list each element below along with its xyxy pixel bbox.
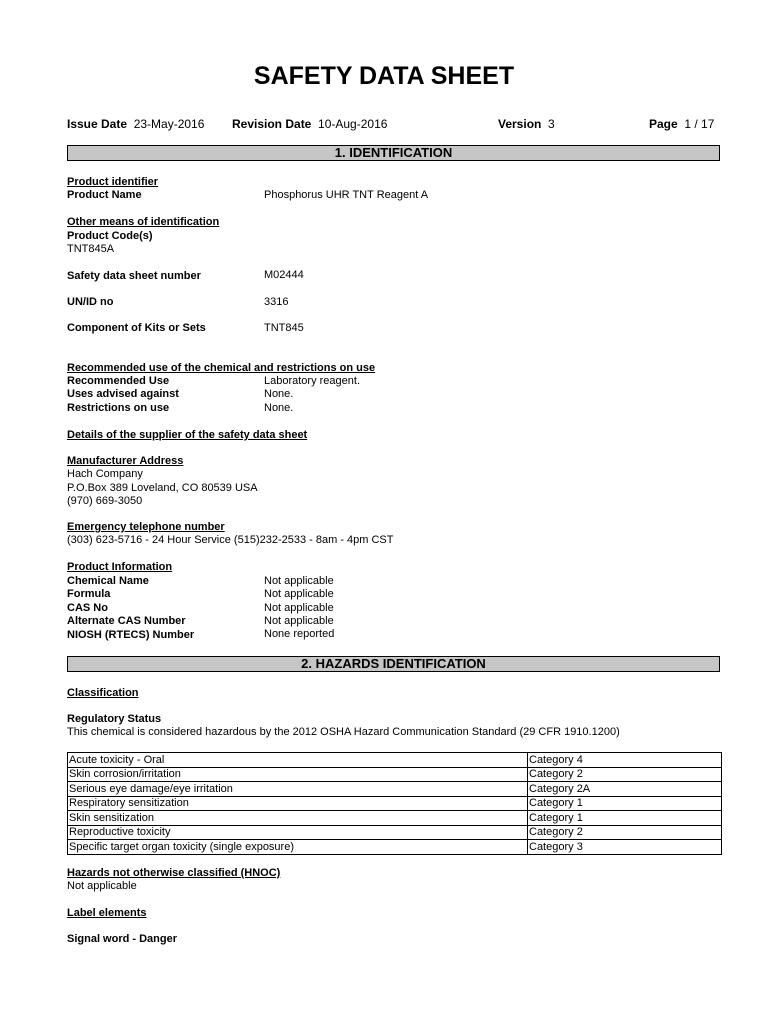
product-info-heading: Product Information — [67, 561, 173, 573]
table-row — [68, 753, 722, 768]
hazard-class-cell: Skin sensitization — [68, 811, 528, 826]
component-label: Component of Kits or Sets — [67, 322, 206, 334]
page-number — [649, 117, 714, 131]
recommended-use-label: Recommended Use — [67, 375, 170, 387]
formula-value: Not applicable — [264, 588, 334, 600]
table-row — [68, 811, 722, 826]
other-means-heading: Other means of identification — [67, 216, 220, 228]
chemical-name-value: Not applicable — [264, 575, 334, 587]
alt-cas-value: Not applicable — [264, 615, 334, 627]
emergency-value: (303) 623-5716 - 24 Hour Service (515)232-2533 - 8am - 4pm CST — [67, 534, 394, 546]
hnoc-heading: Hazards not otherwise classified (HNOC) — [67, 867, 281, 879]
manufacturer-address: P.O.Box 389 Loveland, CO 80539 USA — [67, 482, 258, 494]
hazard-class-cell: Respiratory sensitization — [68, 796, 528, 811]
classification-heading: Classification — [67, 687, 139, 699]
hazard-class-cell: Serious eye damage/eye irritation — [68, 782, 528, 797]
emergency-heading: Emergency telephone number — [67, 521, 225, 533]
restrictions-label: Restrictions on use — [67, 402, 170, 414]
table-row — [68, 767, 722, 782]
supplier-heading: Details of the supplier of the safety data sheet — [67, 429, 308, 441]
uses-advised-label: Uses advised against — [67, 388, 179, 400]
product-identifier-heading: Product identifier — [67, 176, 159, 188]
product-codes-value: TNT845A — [67, 243, 115, 255]
hazard-category-cell: Category 2 — [528, 825, 722, 840]
page-value: 1 / 17 — [684, 117, 715, 131]
issue-date-label: Issue Date — [67, 117, 128, 131]
manufacturer-name: Hach Company — [67, 468, 143, 480]
hazard-class-cell: Reproductive toxicity — [68, 825, 528, 840]
hazard-class-cell: Skin corrosion/irritation — [68, 767, 528, 782]
uses-advised-value: None. — [264, 388, 294, 400]
manufacturer-heading: Manufacturer Address — [67, 455, 184, 467]
table-row — [68, 825, 722, 840]
section-identification-header: 1. IDENTIFICATION — [67, 145, 720, 161]
signal-word: Signal word - Danger — [67, 933, 178, 945]
page-label: Page — [649, 117, 678, 131]
table-row — [68, 840, 722, 855]
version-value: 3 — [548, 117, 555, 131]
revision-date-label: Revision Date — [232, 117, 312, 131]
issue-date-value: 23-May-2016 — [133, 117, 205, 131]
table-row — [68, 796, 722, 811]
cas-value: Not applicable — [264, 602, 334, 614]
hazard-category-cell: Category 2A — [528, 782, 722, 797]
niosh-label: NIOSH (RTECS) Number — [67, 629, 195, 641]
formula-label: Formula — [67, 588, 111, 600]
revision-date-value: 10-Aug-2016 — [318, 117, 388, 131]
hazard-class-cell: Specific target organ toxicity (single exposure) — [68, 840, 528, 855]
hazard-category-cell: Category 3 — [528, 840, 722, 855]
regulatory-status-label: Regulatory Status — [67, 713, 162, 725]
un-id-value: 3316 — [264, 296, 289, 308]
recommended-use-value: Laboratory reagent. — [264, 375, 361, 387]
hazard-category-cell: Category 1 — [528, 811, 722, 826]
version — [498, 117, 555, 131]
hazard-classification-table — [67, 752, 722, 855]
version-label: Version — [498, 117, 542, 131]
alt-cas-label: Alternate CAS Number — [67, 615, 186, 627]
section-hazards-header: 2. HAZARDS IDENTIFICATION — [67, 656, 720, 672]
un-id-label: UN/ID no — [67, 296, 114, 308]
hnoc-value: Not applicable — [67, 880, 137, 892]
label-elements-heading: Label elements — [67, 907, 147, 919]
recommended-use-heading: Recommended use of the chemical and restrictions on use — [67, 362, 376, 374]
product-name-label: Product Name — [67, 189, 142, 201]
sds-number-label: Safety data sheet number — [67, 270, 201, 282]
issue-date — [67, 117, 204, 131]
hazard-category-cell: Category 4 — [528, 753, 722, 768]
hazard-class-cell: Acute toxicity - Oral — [68, 753, 528, 768]
hazard-category-cell: Category 2 — [528, 767, 722, 782]
restrictions-value: None. — [264, 402, 294, 414]
manufacturer-phone: (970) 669-3050 — [67, 495, 143, 507]
sds-number-value: M02444 — [264, 269, 304, 281]
component-value: TNT845 — [264, 322, 304, 334]
product-name-value: Phosphorus UHR TNT Reagent A — [264, 189, 429, 201]
niosh-value: None reported — [264, 628, 335, 640]
revision-date — [232, 117, 387, 131]
regulatory-status-text: This chemical is considered hazardous by the 2012 OSHA Hazard Communication Standard (29 CFR 1910.1200) — [67, 726, 620, 738]
chemical-name-label: Chemical Name — [67, 575, 149, 587]
hazard-category-cell: Category 1 — [528, 796, 722, 811]
table-row — [68, 782, 722, 797]
document-title: SAFETY DATA SHEET — [253, 62, 515, 90]
product-codes-label: Product Code(s) — [67, 230, 153, 242]
cas-label: CAS No — [67, 602, 108, 614]
